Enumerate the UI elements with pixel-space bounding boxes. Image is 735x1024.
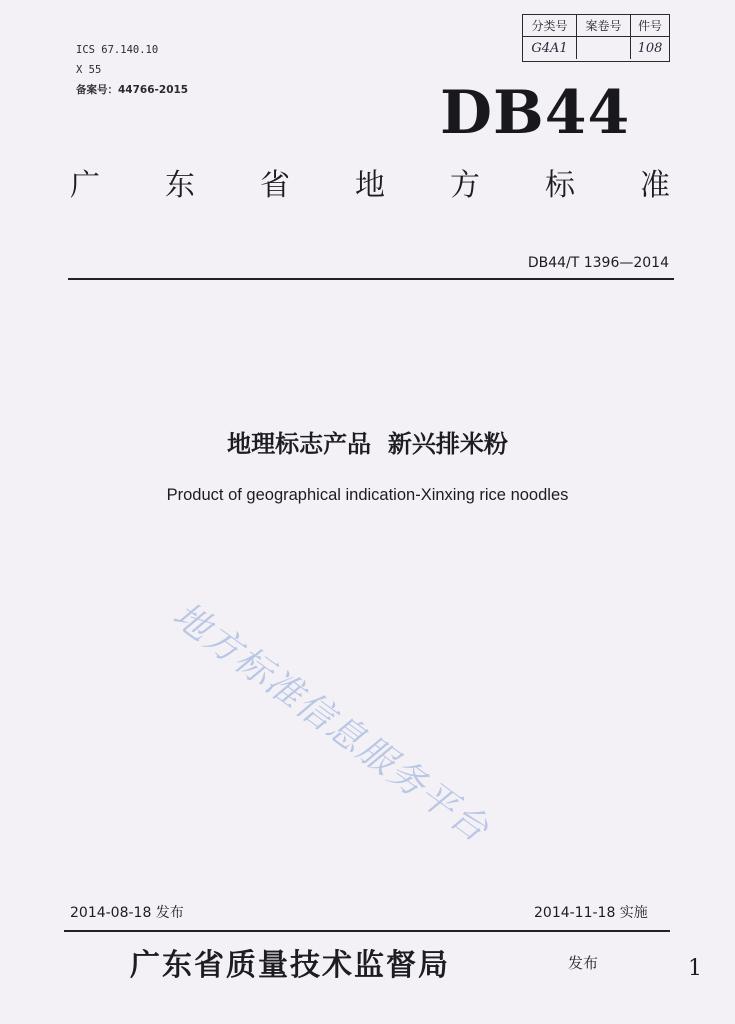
stamp-value-category: G4A1 [523, 37, 577, 59]
stamp-header-volume: 案卷号 [577, 15, 631, 37]
filing-number: 备案号：44766-2015 [76, 84, 189, 96]
ccs-code: X 55 [76, 64, 102, 76]
stamp-header-item: 件号 [631, 15, 669, 37]
province-title-char: 标 [545, 168, 575, 203]
ics-code: ICS 67.140.10 [76, 44, 159, 56]
archive-stamp [522, 14, 670, 62]
province-standard-title [70, 160, 670, 204]
title-english: Product of geographical indication-Xinxing rice noodles [166, 486, 569, 504]
province-title-char: 地 [355, 168, 385, 203]
province-title-char: 广 [70, 168, 100, 203]
issue-date: 2014-08-18 发布 [70, 905, 184, 921]
standard-code-logo: DB44 [440, 78, 631, 148]
issued-label: 发布 [568, 954, 599, 972]
implementation-date: 2014-11-18 实施 [534, 905, 648, 921]
watermark: 地方标准信息服务平台 [165, 594, 497, 852]
stamp-value-item: 108 [637, 40, 663, 56]
header-divider [68, 278, 674, 280]
stamp-header-category: 分类号 [523, 15, 577, 37]
province-title-char: 准 [640, 168, 670, 203]
standard-number: DB44/T 1396—2014 [527, 255, 669, 271]
province-title-char: 东 [165, 168, 195, 203]
province-title-char: 方 [450, 168, 480, 203]
issuing-authority: 广东省质量技术监督局 [130, 948, 450, 983]
footer-divider [64, 930, 670, 932]
stamp-value-volume [577, 37, 631, 59]
page-number: 1 [688, 956, 702, 981]
title-chinese: 地理标志产品 新兴排米粉 [227, 430, 508, 458]
province-title-char: 省 [260, 168, 290, 203]
